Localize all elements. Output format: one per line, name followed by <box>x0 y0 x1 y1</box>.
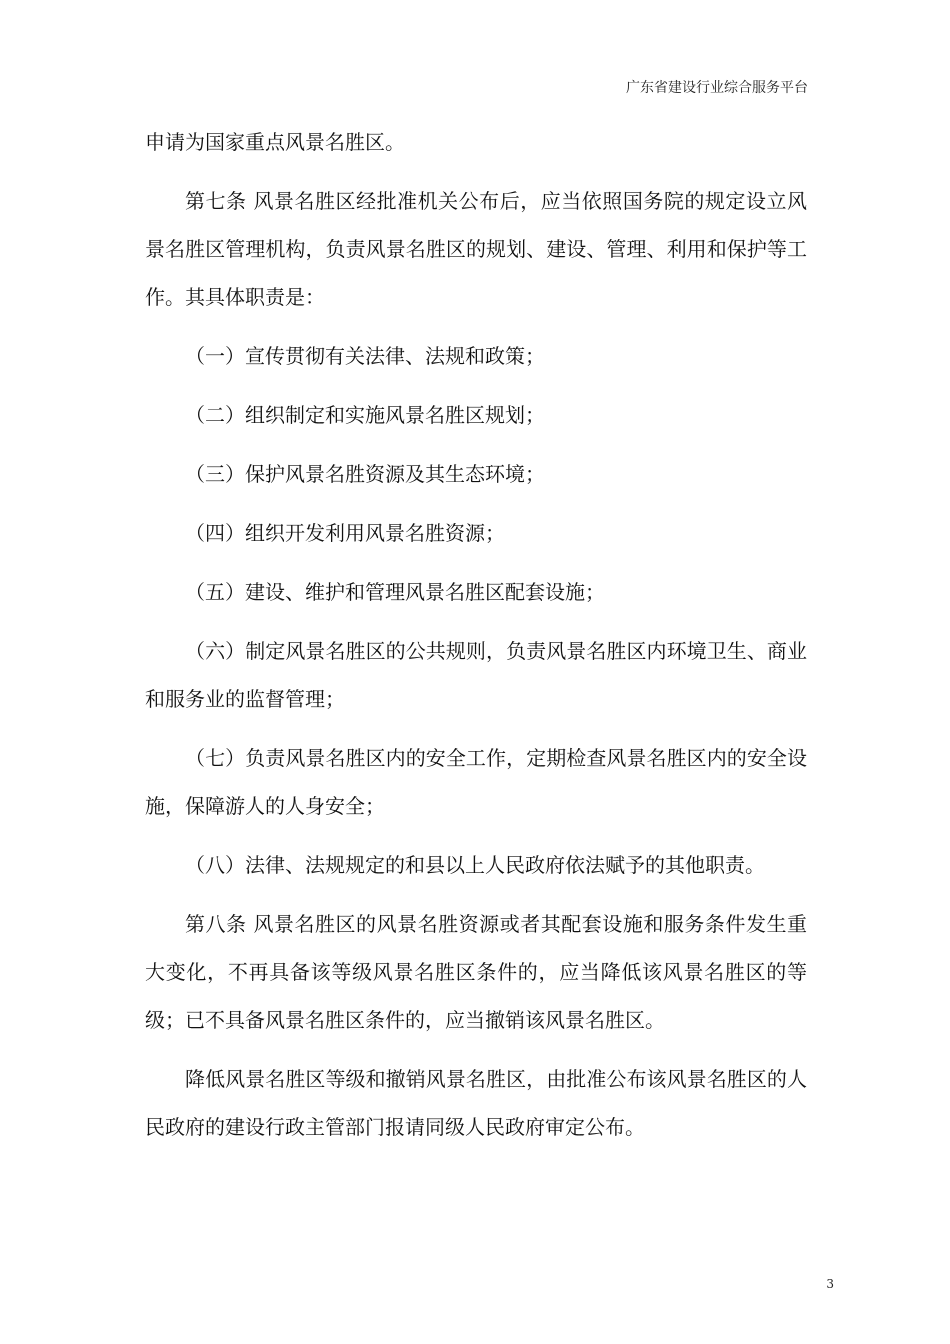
list-item-duty-8: （八）法律、法规规定的和县以上人民政府依法赋予的其他职责。 <box>185 853 765 877</box>
list-item-duty-4: （四）组织开发利用风景名胜资源； <box>185 521 505 545</box>
paragraph-article-8: 第八条 风景名胜区的风景名胜资源或者其配套设施和服务条件发生重大变化，不再具备该等级风景名胜区条件的，应当降低该风景名胜区的等级；已不具备风景名胜区条件的，应当撤销该风景名胜区。 <box>145 912 807 1032</box>
paragraph-article-8-continued: 降低风景名胜区等级和撤销风景名胜区，由批准公布该风景名胜区的人民政府的建设行政主管部门报请同级人民政府审定公布。 <box>145 1067 807 1139</box>
list-item-duty-1: （一）宣传贯彻有关法律、法规和政策； <box>185 344 545 368</box>
list-item-duty-6: （六）制定风景名胜区的公共规则，负责风景名胜区内环境卫生、商业和服务业的监督管理； <box>145 639 807 711</box>
list-item-duty-3: （三）保护风景名胜资源及其生态环境； <box>185 462 545 486</box>
paragraph-continuation: 申请为国家重点风景名胜区。 <box>145 130 405 154</box>
list-item-duty-5: （五）建设、维护和管理风景名胜区配套设施； <box>185 580 605 604</box>
document-body <box>145 118 807 1151</box>
page-header: 广东省建设行业综合服务平台 <box>626 80 808 96</box>
list-item-duty-2: （二）组织制定和实施风景名胜区规划； <box>185 403 545 427</box>
list-item-duty-7: （七）负责风景名胜区内的安全工作，定期检查风景名胜区内的安全设施，保障游人的人身安全； <box>145 746 807 818</box>
page-number: 3 <box>826 1277 834 1291</box>
paragraph-article-7: 第七条 风景名胜区经批准机关公布后，应当依照国务院的规定设立风景名胜区管理机构，负责风景名胜区的规划、建设、管理、利用和保护等工作。其具体职责是： <box>145 189 807 309</box>
